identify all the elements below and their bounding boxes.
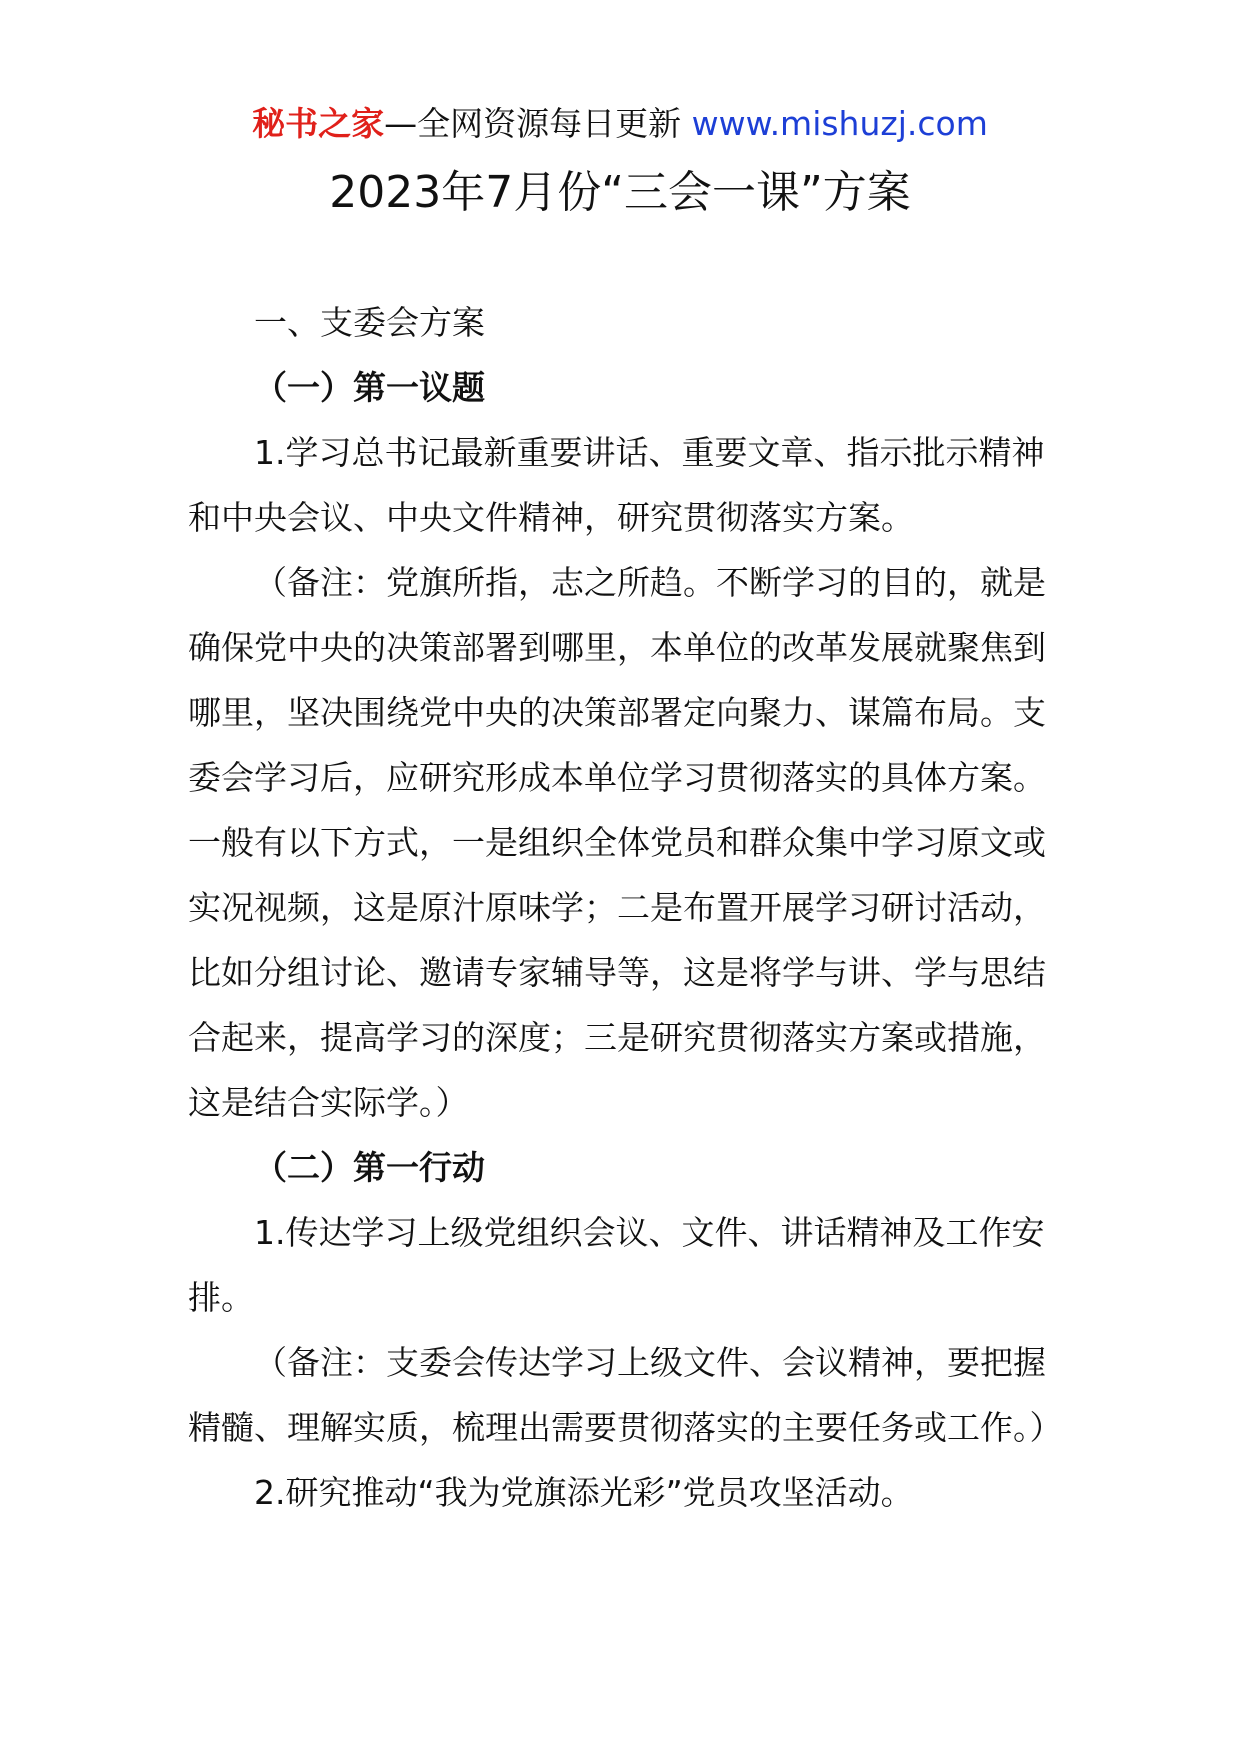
- subsection-heading: （二）第一行动: [254, 1148, 485, 1187]
- site-url-link[interactable]: www.mishuzj.com: [691, 104, 988, 143]
- document-title: 2023年7月份“三会一课”方案: [329, 167, 911, 218]
- subsection-heading: （一）第一议题: [254, 368, 485, 407]
- body-paragraph: 1.传达学习上级党组织会议、文件、讲话精神及工作安排。: [188, 1213, 1045, 1317]
- section-heading: 一、支委会方案: [254, 303, 485, 342]
- note-paragraph: （备注：支委会传达学习上级文件、会议精神，要把握精髓、理解实质，梳理出需要贯彻落实的主要任务或工作。）: [188, 1343, 1063, 1447]
- body-paragraph: 2.研究推动“我为党旗添光彩”党员攻坚活动。: [254, 1473, 914, 1512]
- brand-name: 秘书之家: [252, 104, 385, 143]
- site-banner: [0, 102, 1240, 146]
- body-paragraph: 1.学习总书记最新重要讲话、重要文章、指示批示精神和中央会议、中央文件精神，研究贯彻落实方案。: [188, 433, 1045, 537]
- note-paragraph: （备注：党旗所指，志之所趋。不断学习的目的，就是确保党中央的决策部署到哪里，本单位的改革发展就聚焦到哪里，坚决围绕党中央的决策部署定向聚力、谋篇布局。支委会学习后，应研究形成本单位学习贯彻落实的具体方案。一般有以下方式，一是组织全体党员和群众集中学习原文或实况视频，这是原汁原味学；二是布置开展学习研讨活动，比如分组讨论、邀请专家辅导等，这是将学与讲、学与思结合起来，提高学习的深度；三是研究贯彻落实方案或措施，这是结合实际学。）: [188, 563, 1046, 1122]
- banner-slogan: —全网资源每日更新: [384, 104, 682, 143]
- document-body: [188, 290, 1063, 1525]
